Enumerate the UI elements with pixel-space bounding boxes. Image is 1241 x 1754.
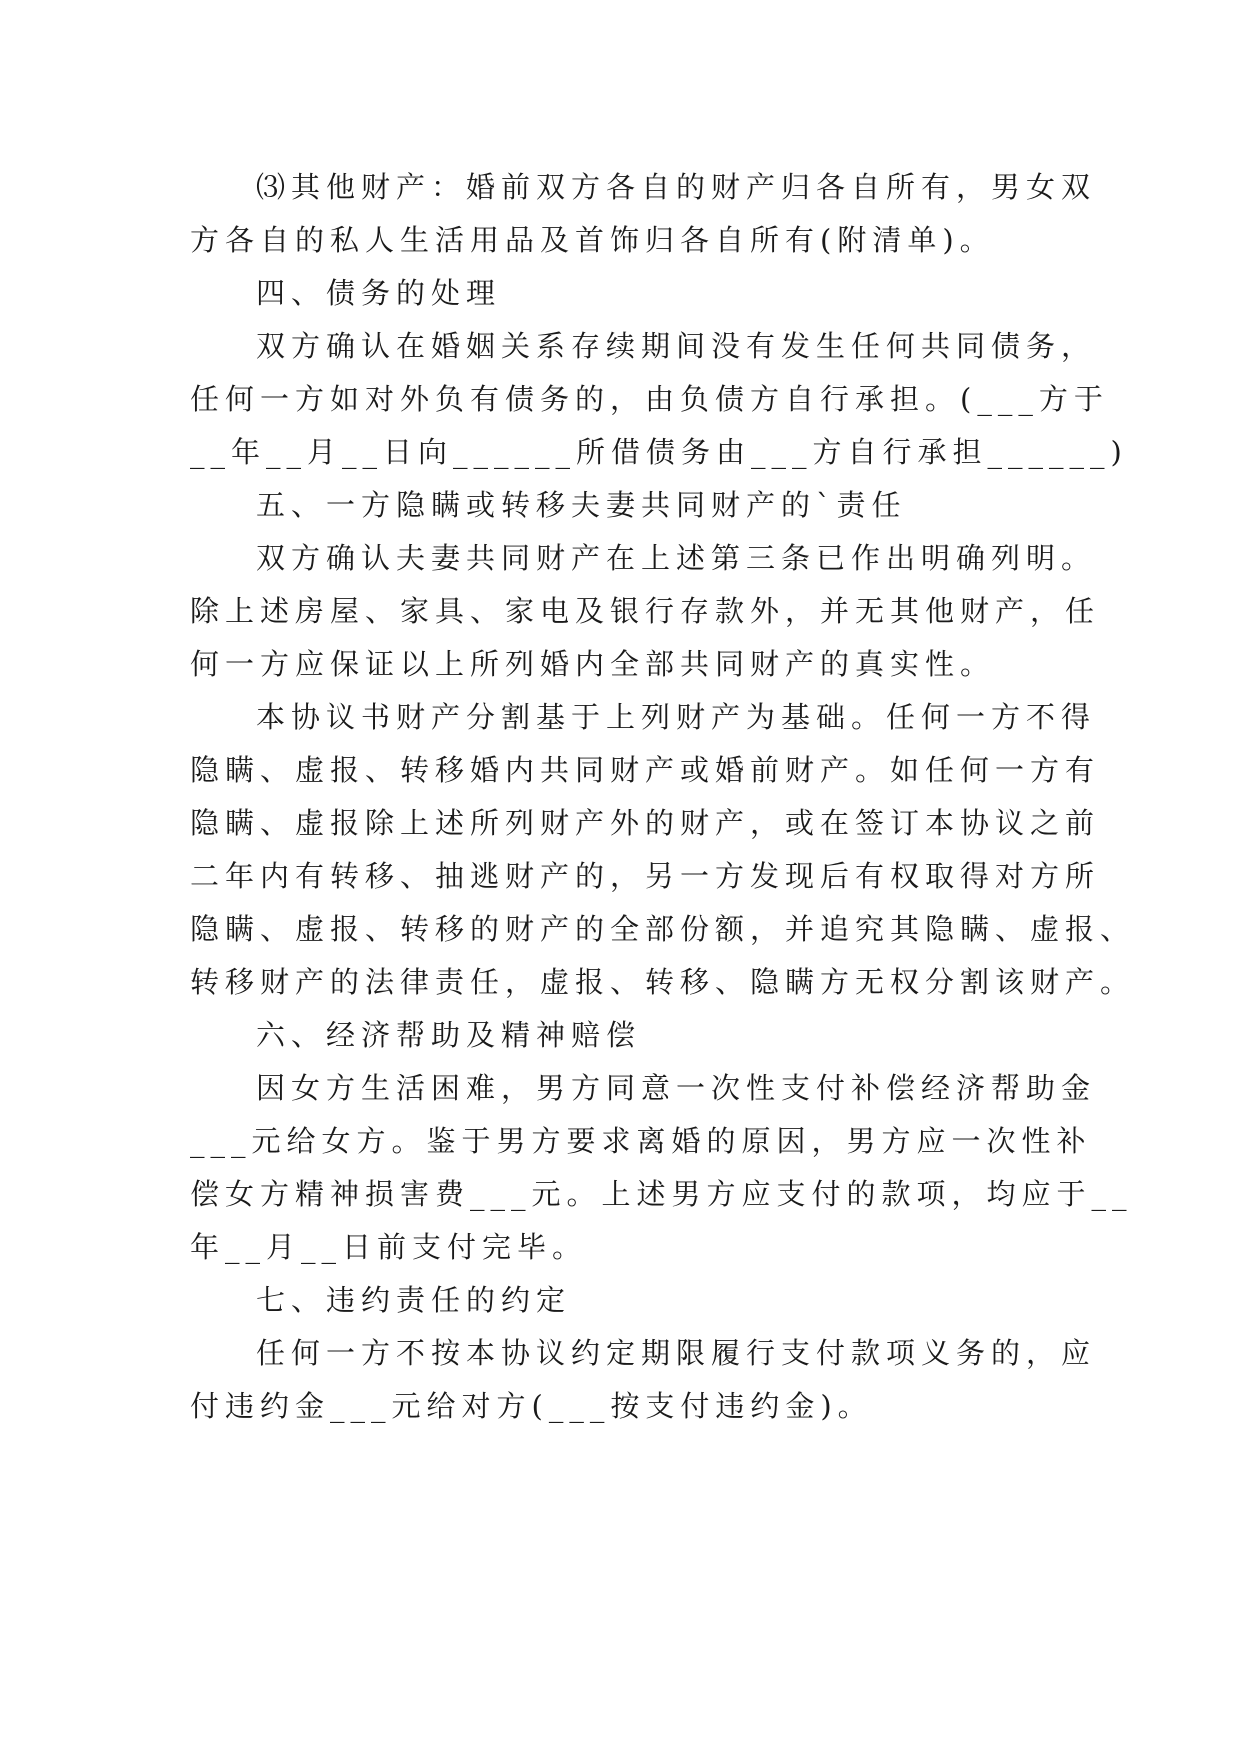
paragraph-line: 任何一方如对外负有债务的，由负债方自行承担。(___方于 <box>190 382 1109 416</box>
paragraph-line: 隐瞒、虚报除上述所列财产外的财产，或在签订本协议之前 <box>190 806 1101 840</box>
paragraph-line: 何一方应保证以上所列婚内全部共同财产的真实性。 <box>190 647 996 681</box>
paragraph-line: 转移财产的法律责任，虚报、转移、隐瞒方无权分割该财产。 <box>190 965 1136 999</box>
paragraph-line: 隐瞒、虚报、转移的财产的全部份额，并追究其隐瞒、虚报、 <box>190 912 1136 946</box>
paragraph-line: 方各自的私人生活用品及首饰归各自所有(附清单)。 <box>190 223 995 257</box>
paragraph-line: ⑶其他财产：婚前双方各自的财产归各自所有，男女双 <box>256 170 1097 204</box>
paragraph-line: 双方确认夫妻共同财产在上述第三条已作出明确列明。 <box>256 541 1097 575</box>
section-heading: 四、债务的处理 <box>256 276 502 310</box>
section-heading: 六、经济帮助及精神赔偿 <box>256 1018 642 1052</box>
paragraph-line: 年__月__日前支付完毕。 <box>190 1230 588 1264</box>
paragraph-line: 本协议书财产分割基于上列财产为基础。任何一方不得 <box>256 700 1097 734</box>
paragraph-line: 任何一方不按本协议约定期限履行支付款项义务的，应 <box>256 1336 1097 1370</box>
paragraph-line: 二年内有转移、抽逃财产的，另一方发现后有权取得对方所 <box>190 859 1101 893</box>
paragraph-line: __年__月__日向______所借债务由___方自行承担______) <box>190 435 1128 469</box>
paragraph-line: 除上述房屋、家具、家电及银行存款外，并无其他财产，任 <box>190 594 1101 628</box>
paragraph-line: 偿女方精神损害费___元。上述男方应支付的款项，均应于__ <box>190 1177 1133 1211</box>
paragraph-line: 付违约金___元给对方(___按支付违约金)。 <box>190 1389 873 1423</box>
paragraph-line: ___元给女方。鉴于男方要求离婚的原因，男方应一次性补 <box>190 1124 1092 1158</box>
section-heading: 五、一方隐瞒或转移夫妻共同财产的`责任 <box>256 488 907 522</box>
paragraph-line: 因女方生活困难，男方同意一次性支付补偿经济帮助金 <box>256 1071 1097 1105</box>
paragraph-line: 隐瞒、虚报、转移婚内共同财产或婚前财产。如任何一方有 <box>190 753 1101 787</box>
paragraph-line: 双方确认在婚姻关系存续期间没有发生任何共同债务， <box>256 329 1097 363</box>
section-heading: 七、违约责任的约定 <box>256 1283 572 1317</box>
